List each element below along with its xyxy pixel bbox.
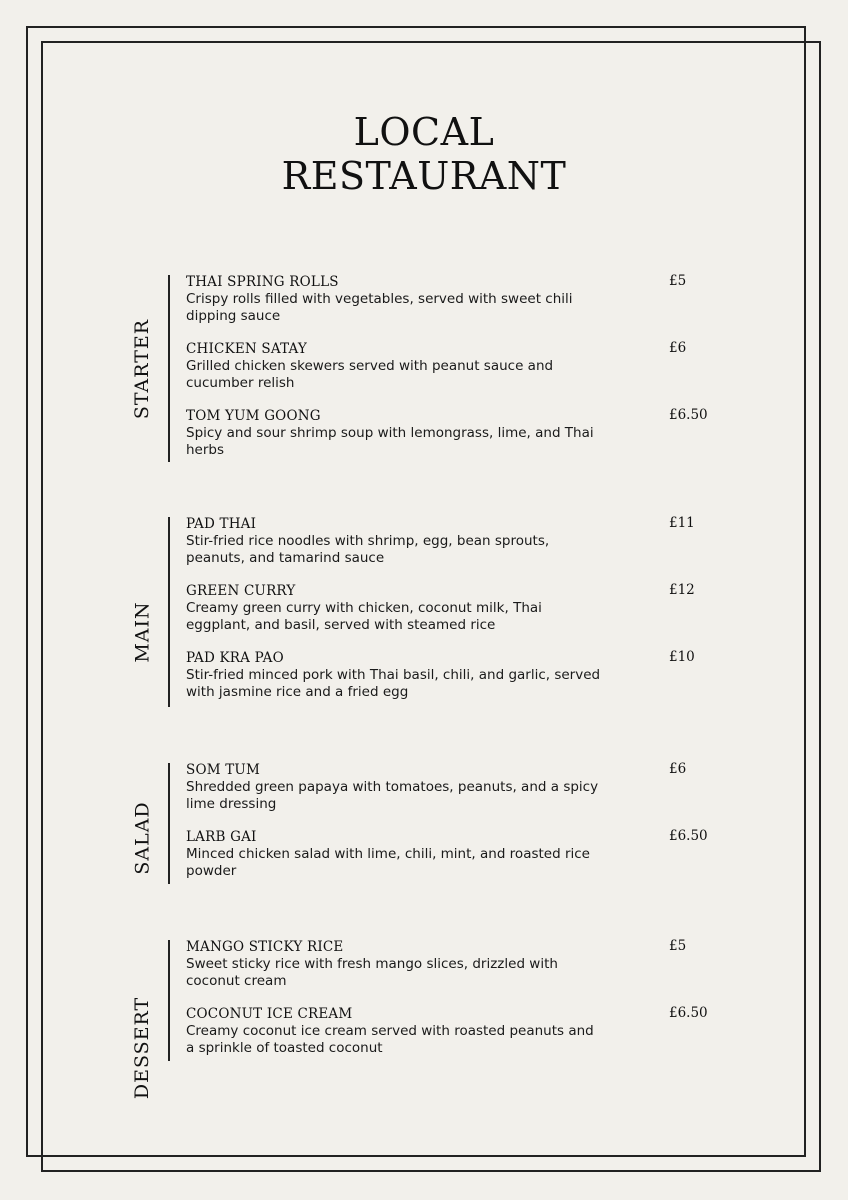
- menu-items: [186, 517, 746, 718]
- section-divider: [168, 517, 170, 707]
- section-label-wrap: [120, 517, 165, 747]
- menu-item: [186, 408, 746, 459]
- item-description: Crispy rolls filled with vegetables, served with sweet chili dipping sauce: [186, 291, 573, 324]
- section-main: [120, 517, 740, 707]
- menu-item: [186, 274, 746, 325]
- menu-item: [186, 516, 746, 567]
- menu-item: [186, 583, 746, 634]
- item-description: Minced chicken salad with lime, chili, mint, and roasted rice powder: [186, 846, 590, 879]
- item-price: £6.50: [669, 407, 708, 423]
- item-description: Spicy and sour shrimp soup with lemongrass, lime, and Thai herbs: [186, 425, 594, 458]
- menu-item: [186, 762, 746, 813]
- item-price: £5: [669, 938, 687, 954]
- section-label-wrap: [120, 275, 165, 462]
- menu-item: [186, 1006, 746, 1057]
- menu-item: [186, 939, 746, 990]
- menu-item: [186, 829, 746, 880]
- title-line-2: RESTAURANT: [281, 154, 567, 198]
- item-name: SOM TUM: [186, 762, 261, 778]
- item-description: Creamy green curry with chicken, coconut milk, Thai eggplant, and basil, served with steamed rice: [186, 600, 542, 633]
- section-salad: [120, 763, 740, 884]
- item-name: CHICKEN SATAY: [186, 341, 308, 357]
- item-price: £6.50: [669, 1005, 708, 1021]
- section-label-wrap: [120, 763, 165, 913]
- item-description: Stir-fried minced pork with Thai basil, chili, and garlic, served with jasmine rice and a fried egg: [186, 667, 601, 700]
- item-name: THAI SPRING ROLLS: [186, 274, 339, 290]
- menu-items: [186, 940, 746, 1074]
- menu-item: [186, 341, 746, 392]
- menu-items: [186, 763, 746, 897]
- section-divider: [168, 763, 170, 884]
- page-title: [0, 110, 848, 198]
- section-dessert: [120, 938, 740, 1100]
- section-label-salad: SALAD: [131, 801, 154, 875]
- title-line-1: LOCAL: [353, 110, 495, 154]
- item-price: £12: [669, 582, 695, 598]
- item-price: £6: [669, 340, 687, 356]
- menu-items: [186, 275, 746, 476]
- item-description: Creamy coconut ice cream served with roasted peanuts and a sprinkle of toasted coconut: [186, 1023, 594, 1056]
- item-name: LARB GAI: [186, 829, 257, 845]
- section-starter: [120, 275, 740, 462]
- item-name: PAD THAI: [186, 516, 257, 532]
- section-label-main: MAIN: [131, 601, 154, 663]
- menu-item: [186, 650, 746, 701]
- item-name: GREEN CURRY: [186, 583, 296, 599]
- item-price: £6: [669, 761, 687, 777]
- item-description: Sweet sticky rice with fresh mango slices, drizzled with coconut cream: [186, 956, 558, 989]
- section-divider: [168, 940, 170, 1061]
- section-label-wrap: [120, 940, 165, 1156]
- item-price: £11: [669, 515, 695, 531]
- item-description: Shredded green papaya with tomatoes, peanuts, and a spicy lime dressing: [186, 779, 599, 812]
- item-description: Grilled chicken skewers served with peanut sauce and cucumber relish: [186, 358, 554, 391]
- section-divider: [168, 275, 170, 462]
- item-description: Stir-fried rice noodles with shrimp, egg, bean sprouts, peanuts, and tamarind sauce: [186, 533, 550, 566]
- item-name: COCONUT ICE CREAM: [186, 1006, 353, 1022]
- item-name: MANGO STICKY RICE: [186, 939, 344, 955]
- item-name: PAD KRA PAO: [186, 650, 284, 666]
- item-price: £6.50: [669, 828, 708, 844]
- item-price: £5: [669, 273, 687, 289]
- section-label-dessert: DESSERT: [131, 996, 154, 1100]
- section-label-starter: STARTER: [131, 318, 154, 419]
- item-price: £10: [669, 649, 695, 665]
- item-name: TOM YUM GOONG: [186, 408, 321, 424]
